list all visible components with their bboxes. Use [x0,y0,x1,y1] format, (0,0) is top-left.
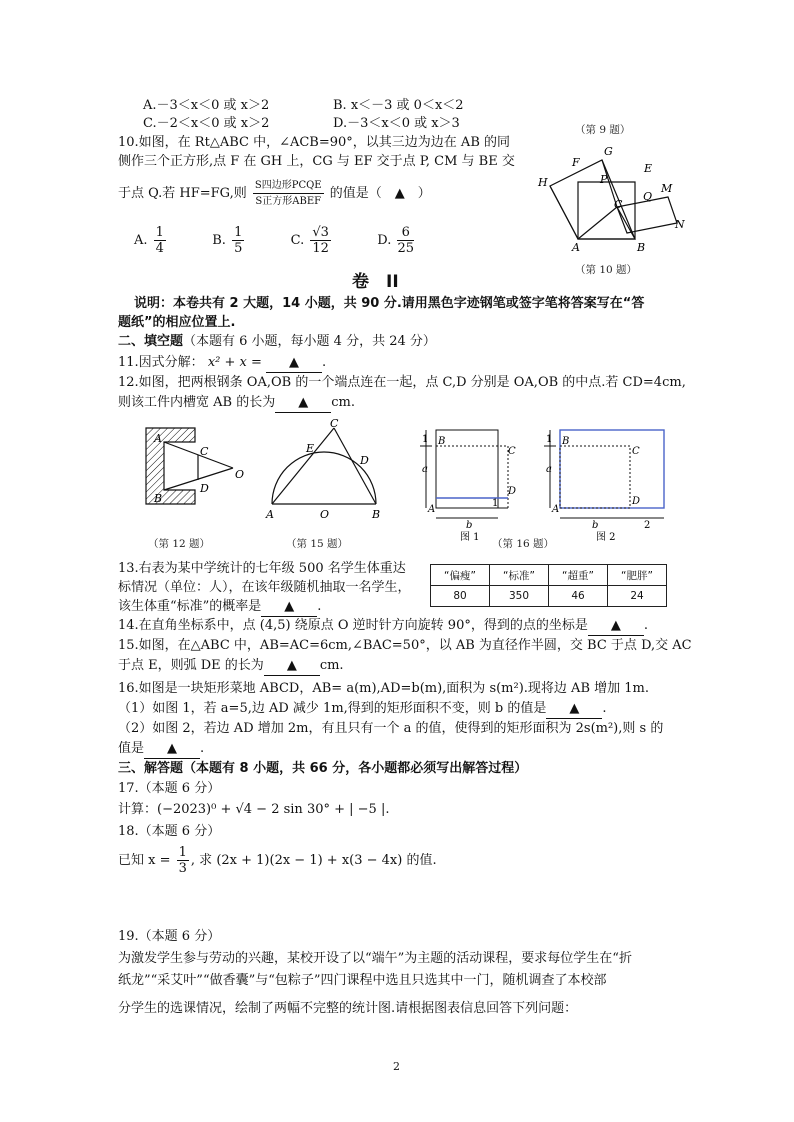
q13-table-value-row [431,586,667,607]
section2-desc: （本题有 6 小题，每小题 4 分，共 24 分） [183,334,436,349]
fig15-side-ac [272,428,334,504]
q18-post: , 求 (2x + 1)(2x − 1) + x(3 − 4x) 的值. [190,853,437,868]
q10-opt-b-label: B. [212,233,226,248]
q16-part2-answer-blank: ▲ [144,740,200,759]
q10-opt-c-fraction [310,225,331,256]
q13-line3-pre: 该生体重“标准”的概率是 [118,599,262,614]
fig12-label-b: B [154,492,163,505]
fig9-caption: （第 9 题） [575,124,631,136]
section3-title: 三、解答题 [118,761,184,776]
fig16-1-label-one-bottom: 1 [492,498,499,509]
q16-line3: （2）如图 2，若边 AD 增加 2m，有且只有一个 a 的值，使得到的矩形面积为 2s(m²),则 s 的 [118,721,664,736]
section3-desc: （本题有 8 小题，共 66 分，各小题都必须写出解答过程） [183,761,528,776]
q15-line2 [118,657,344,676]
section3-header [118,760,527,778]
fig16-2-label-b-vertex: B [562,436,570,447]
fig10-label-m: M [661,182,673,195]
part2-note-text: 本卷共有 2 大题，14 小题，共 90 分.请用黑色字迹钢笔或签字笔将答案写在“答 [173,296,645,311]
fig16-1-label-b-dim: b [466,520,473,531]
q16-line2-pre: （1）如图 1，若 a=5,边 AD 减少 1m,得到的矩形面积不变，则 b 的值是 [118,701,547,716]
fig16-diagram [410,418,665,543]
fig15-label-b: B [372,508,381,521]
q10-opt-b-fraction [232,225,244,256]
q18-body [118,842,437,880]
q10-opt-c-label: C. [290,233,305,248]
q10-opt-d-fraction [397,225,414,256]
fig16-2-title: 图 2 [596,532,616,543]
q11-expression: x² + x = [207,355,262,370]
q12-answer-blank: ▲ [275,394,331,413]
q10-options [134,222,416,260]
q10-opt-b-den: 5 [234,241,243,256]
fig15-label-e: E [306,442,315,455]
q14 [118,617,648,636]
q14-period: . [643,618,648,633]
q13-table-cell: 24 [608,586,667,607]
q13-period: . [317,599,322,614]
fig16-2-label-c: C [632,446,640,457]
q14-text: 14.在直角坐标系中，点 (4,5) 绕原点 O 逆时针方向旋转 90°，得到的点的坐标是 [118,618,588,633]
q12-line1: 12.如图，把两根钢条 OA,OB 的一个端点连在一起，点 C,D 分别是 OA,OB 的中点.若 CD=4cm, [118,375,686,390]
fig16-1-label-d: D [508,486,517,497]
q10-area-fraction [253,178,324,209]
fig10-label-h: H [538,176,548,189]
q19-head: 19.（本题 6 分） [118,929,221,944]
q10-frac-denominator: S正方形ABEF [255,196,322,207]
fig10-label-b: B [637,241,646,254]
fig10-label-f: F [572,156,580,169]
q13-line2: 标情况（单位：人），在该年级随机抽取一名学生， [118,580,411,595]
fig15-label-d: D [360,454,369,467]
q11 [118,354,326,373]
fig12-caption: （第 12 题） [148,538,211,550]
q10-line1: 10.如图，在 Rt△ABC 中，∠ACB=90°，以其三边为边在 AB 的同 [118,135,510,150]
q13-line3 [118,598,321,617]
q12-line2 [118,394,355,413]
q13-weight-table [430,564,667,607]
q10-opt-a-label: A. [134,233,148,248]
fig16-2-label-two: 2 [644,520,651,531]
section2-title: 二、填空题 [118,334,184,349]
q16-line4-pre: 值是 [118,741,145,756]
q16-line4-post: . [200,741,205,756]
q13-table-header: “肥胖” [608,565,667,586]
q10-opt-d-den: 25 [397,241,415,256]
fig12-label-o: O [235,468,245,481]
fig10-label-a: A [572,241,580,254]
q19-line2: 纸龙”“采艾叶”“做香囊”与“包粽子”四门课程中选且只选其中一门，随机调查了本校部 [118,973,607,988]
fig15-caption: （第 15 题） [286,538,349,550]
q12-line2-pre: 则该工件内槽宽 AB 的长为 [118,395,276,410]
q9-option-a: A.－3＜x＜0 或 x＞2 [143,98,270,113]
fig12-label-d: D [200,482,209,495]
fig16-1-label-one: 1 [422,434,429,445]
q10-opt-a-den: 4 [155,241,164,256]
fig10-label-g: G [604,145,613,158]
q10-line3-post: 的值是（ ▲ ） [329,186,431,201]
q16-line2 [118,700,607,719]
q10-opt-d-num: 6 [397,225,414,241]
q10-opt-c-num: √3 [312,225,329,240]
q13-table-header: “偏瘦” [431,565,490,586]
q11-period: . [322,355,327,370]
q18-den: 3 [178,861,187,876]
q9-option-d: D.－3＜x＜0 或 x＞3 [333,116,460,131]
q18-fraction [177,845,189,876]
fig10-label-n: N [675,218,685,231]
q13-table-cell: 46 [549,586,608,607]
q10-opt-a-num: 1 [155,225,164,240]
q13-answer-blank: ▲ [261,598,317,617]
fig16-caption: （第 16 题） [492,538,555,550]
fig16-1-title: 图 1 [460,532,480,543]
fig16-1-label-a-vertex: A [428,504,436,515]
q11-answer-blank: ▲ [266,354,322,373]
fig16-2-label-a: a [546,464,552,475]
q13-line1: 13.右表为某中学统计的七年级 500 名学生体重达 [118,561,406,576]
q13-table-header: “标准” [490,565,549,586]
q19-line1: 为激发学生参与劳动的兴趣，某校开设了以“端午”为主题的活动课程，要求每位学生在“折 [118,951,632,966]
q15-line2-pre: 于点 E，则弧 DE 的长为 [118,658,264,673]
q10-line3-pre: 于点 Q.若 HF=FG,则 [118,186,247,201]
q14-answer-blank: ▲ [588,617,644,636]
fig10-line-bc [617,207,635,239]
part2-note-line1 [134,295,644,313]
fig16-2-label-b-dim: b [592,520,599,531]
fig16-2-label-a-vertex: A [552,504,560,515]
q18-pre: 已知 x = [118,853,171,868]
q10-opt-c-den: 12 [312,241,329,256]
fig16-1-label-c: C [508,446,516,457]
q10-line2: 侧作三个正方形,点 F 在 GH 上，CG 与 EF 交于点 P, CM 与 BE 交 [118,154,515,169]
q10-opt-b-num: 1 [234,225,243,240]
q10-opt-d-label: D. [377,233,392,248]
q16-line1: 16.如图是一块矩形菜地 ABCD，AB= a(m),AD=b(m),面积为 s(m²).现将边 AB 增加 1m. [118,681,649,696]
fig12-diagram [140,420,250,520]
q17-body: 计算：(−2023)⁰ + √4 − 2 sin 30° + | −5 |. [118,802,390,817]
q15-answer-blank: ▲ [264,657,320,676]
q19-line3: 分学生的选课情况，绘制了两幅不完整的统计图.请根据图表信息回答下列问题： [118,1001,578,1016]
q10-frac-numerator: S四边形PCQE [253,178,324,194]
q18-head: 18.（本题 6 分） [118,824,221,839]
fig15-side-bc [334,428,376,504]
fig12-label-c: C [200,445,209,458]
q9-option-c: C.－2＜x＜0 或 x＞2 [143,116,270,131]
part2-note-label: 说明： [134,296,174,311]
part2-title: 卷 II [352,272,399,292]
fig15-label-c: C [330,417,339,430]
fig10-label-p: P [600,173,608,186]
fig10-label-e: E [644,162,653,175]
q13-table-header: “超重” [549,565,608,586]
fig15-label-a: A [266,508,274,521]
q12-unit: cm. [331,395,355,410]
fig10-caption: （第 10 题） [575,264,638,276]
fig16-1-label-a: a [422,464,428,475]
fig10-line-ac [578,207,617,239]
q18-num: 1 [178,845,187,860]
part2-note-line2: 题纸”的相应位置上. [118,315,236,330]
q16-line2-post: . [602,701,607,716]
q10-line3 [118,175,431,213]
q9-option-b: B. x＜－3 或 0＜x＜2 [333,98,464,113]
fig10-diagram [530,140,690,260]
fig15-label-o: O [320,508,330,521]
q13-table-header-row [431,565,667,586]
fig10-label-c: C [614,198,623,211]
q16-part1-answer-blank: ▲ [546,700,602,719]
q10-opt-a-fraction [154,225,166,256]
fig12-label-a: A [154,432,162,445]
q13-table-cell: 80 [431,586,490,607]
q13-table-cell: 350 [490,586,549,607]
fig10-label-q: Q [643,190,653,203]
q15-unit: cm. [319,658,344,673]
section2-header [118,333,436,351]
fig15-diagram [262,418,392,523]
page-number: 2 [393,1060,400,1073]
q16-line4 [118,740,204,759]
fig16-1-label-b-vertex: B [438,436,446,447]
q15-line1: 15.如图，在△ABC 中，AB=AC=6cm,∠BAC=50°，以 AB 为直径作半圆，交 BC 于点 D,交 AC [118,638,692,653]
fig16-2-rect-new [560,430,664,508]
fig16-2-rect-original [560,446,630,508]
fig16-2-label-d: D [632,496,641,507]
fig10-line-ha [550,186,578,239]
fig16-2-label-one: 1 [546,434,553,445]
q11-prompt: 11.因式分解： [118,355,204,370]
q17-head: 17.（本题 6 分） [118,781,221,796]
